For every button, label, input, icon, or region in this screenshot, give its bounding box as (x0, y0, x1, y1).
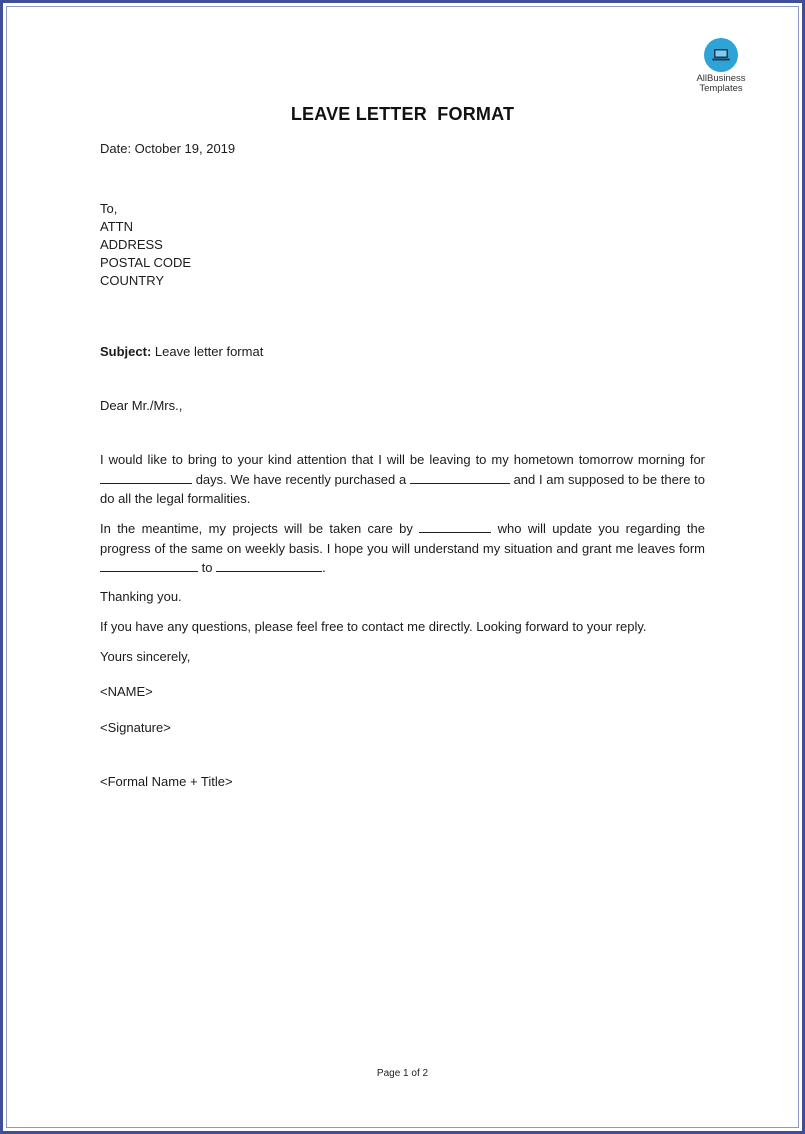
subject-text: Leave letter format (154, 344, 264, 359)
signature-placeholder: <Signature> (100, 720, 171, 735)
address-attn: ATTN (100, 219, 133, 234)
brand-logo (690, 38, 752, 94)
paragraph-2-part-d: . (322, 560, 326, 575)
paragraph-2-part-c: to (201, 560, 213, 575)
address-postal: POSTAL CODE (100, 255, 192, 270)
closing-line: Yours sincerely, (100, 649, 191, 664)
page-number: Page 1 of 2 (376, 1068, 429, 1079)
paragraph-1 (100, 450, 705, 509)
paragraph-2-part-a: In the meantime, my projects will be taken care by (100, 521, 413, 536)
blank-caretaker[interactable] (419, 520, 491, 533)
logo-text-line1: AllBusiness (696, 73, 746, 84)
laptop-icon (704, 38, 738, 72)
name-placeholder: <NAME> (100, 684, 153, 699)
logo-text-line2: Templates (699, 83, 743, 94)
salutation: Dear Mr./Mrs., (100, 398, 183, 413)
blank-leave-to[interactable] (216, 559, 322, 572)
formal-name-placeholder: <Formal Name + Title> (100, 774, 233, 789)
address-line: ADDRESS (100, 237, 163, 252)
blank-leave-from[interactable] (100, 559, 198, 572)
address-to: To, (100, 201, 118, 216)
document-title: LEAVE LETTER FORMAT (290, 104, 515, 124)
subject-label: Subject: (100, 344, 152, 359)
paragraph-1-part-b: days. We have recently purchased a (195, 471, 407, 487)
subject-line (100, 344, 263, 359)
questions-line: If you have any questions, please feel free to contact me directly. Looking forward to your reply. (100, 619, 647, 634)
thanks-line: Thanking you. (100, 589, 182, 604)
paragraph-1-part-a: I would like to bring to your kind attention that I will be leaving to my hometown tomorrow morning for (100, 452, 705, 467)
paragraph-2 (100, 519, 705, 578)
paragraph-1-part-c: and I am supposed to be there to do all the legal formalities. (100, 471, 705, 506)
paragraph-2-part-b: who will update you regarding the progress of the same on weekly basis. I hope you will understand my situation and grant me leaves form (100, 521, 705, 556)
blank-purchase[interactable] (410, 471, 510, 484)
blank-days[interactable] (100, 471, 192, 484)
letter-date: Date: October 19, 2019 (100, 141, 236, 156)
address-country: COUNTRY (100, 273, 165, 288)
